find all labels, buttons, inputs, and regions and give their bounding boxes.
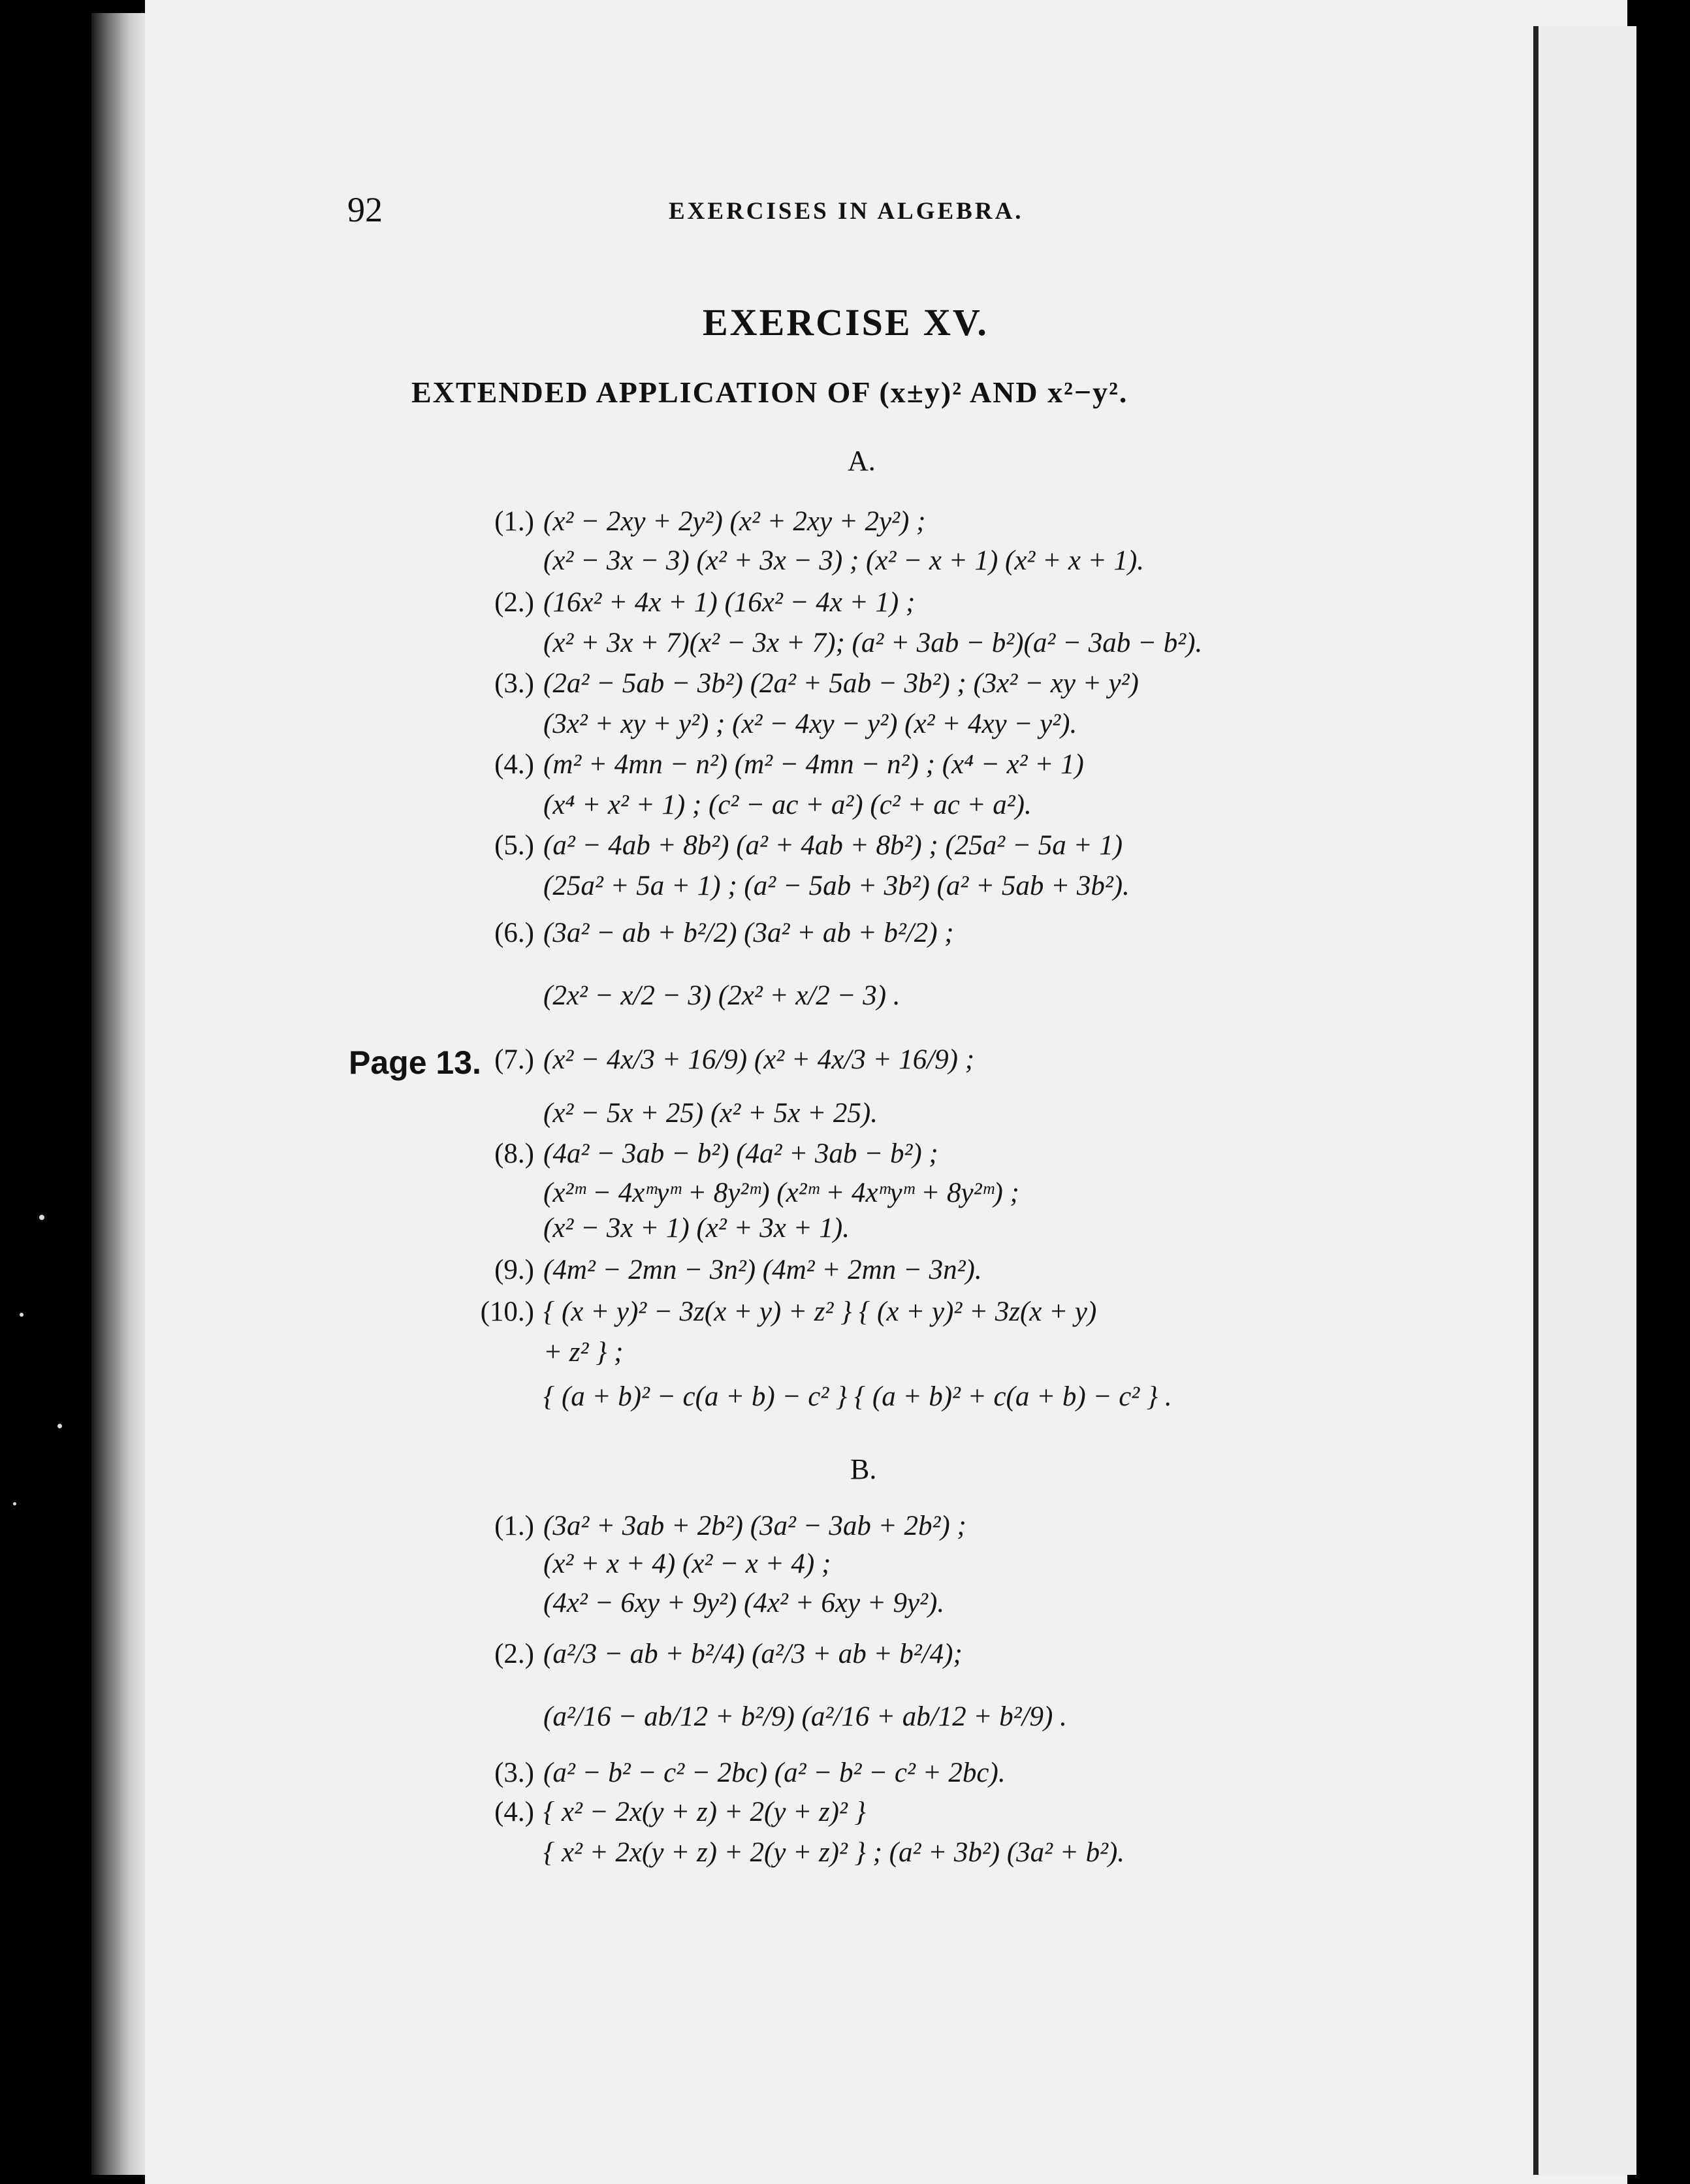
- exercise-number: (8.): [494, 1138, 534, 1169]
- scan-speck: [57, 1424, 62, 1428]
- section-b-label: B.: [850, 1453, 877, 1485]
- exercise-expression: (2a² − 5ab − 3b²) (2a² + 5ab − 3b²) ; (3x² − xy + y²): [543, 668, 1139, 699]
- exercise-expression: (4a² − 3ab − b²) (4a² + 3ab − b²) ;: [543, 1138, 938, 1169]
- exercise-number: (9.): [494, 1255, 534, 1285]
- running-head: EXERCISES IN ALGEBRA.: [669, 198, 1024, 225]
- exercise-number: (6.): [494, 918, 534, 948]
- exercise-expression: (x²ᵐ − 4xᵐyᵐ + 8y²ᵐ) (x²ᵐ + 4xᵐyᵐ + 8y²ᵐ) ;: [543, 1178, 1019, 1208]
- exercise-line: [462, 980, 901, 1012]
- exercise-line: [462, 1510, 966, 1542]
- exercise-expression: (2x² − x/2 − 3) (2x² + x/2 − 3) .: [543, 980, 901, 1011]
- exercise-line: [462, 1138, 938, 1170]
- page-edge-shadow: [1533, 26, 1539, 2175]
- exercise-expression: + z² } ;: [543, 1337, 624, 1368]
- exercise-number: (5.): [494, 830, 534, 861]
- exercise-expression: { (a + b)² − c(a + b) − c² } { (a + b)² + c(a + b) − c² } .: [543, 1381, 1172, 1412]
- exercise-expression: (a²/3 − ab + b²/4) (a²/3 + ab + b²/4);: [543, 1639, 963, 1669]
- exercise-expression: { x² − 2x(y + z) + 2(y + z)² }: [543, 1797, 866, 1827]
- exercise-expression: (a² − b² − c² − 2bc) (a² − b² − c² + 2bc).: [543, 1758, 1006, 1788]
- exercise-expression: (x² − 3x − 3) (x² + 3x − 3) ; (x² − x + 1) (x² + x + 1).: [543, 545, 1145, 576]
- exercise-number: (3.): [494, 1758, 534, 1788]
- exercise-subtitle: EXTENDED APPLICATION OF (x±y)² AND x²−y².: [411, 376, 1128, 409]
- exercise-expression: (3a² + 3ab + 2b²) (3a² − 3ab + 2b²) ;: [543, 1511, 966, 1541]
- exercise-line: [462, 586, 915, 618]
- scan-speck: [13, 1502, 16, 1505]
- exercise-expression: (x⁴ + x² + 1) ; (c² − ac + a²) (c² + ac + a²).: [543, 790, 1032, 820]
- exercise-expression: (16x² + 4x + 1) (16x² − 4x + 1) ;: [543, 587, 916, 618]
- exercise-expression: { (x + y)² − 3z(x + y) + z² } { (x + y)² + 3z(x + y): [543, 1296, 1097, 1327]
- exercise-number: (2.): [494, 587, 534, 618]
- exercise-expression: (a² − 4ab + 8b²) (a² + 4ab + 8b²) ; (25a² − 5a + 1): [543, 830, 1123, 861]
- exercise-expression: (x² − 4x/3 + 16/9) (x² + 4x/3 + 16/9) ;: [543, 1044, 975, 1075]
- exercise-expression: (x² − 3x + 1) (x² + 3x + 1).: [543, 1213, 850, 1244]
- next-page-edge: [1539, 26, 1636, 2175]
- exercise-line: [462, 1177, 1019, 1209]
- exercise-title: EXERCISE XV.: [703, 301, 989, 344]
- exercise-line: [462, 1587, 944, 1619]
- exercise-expression: (x² + 3x + 7)(x² − 3x + 7); (a² + 3ab − b²)(a² − 3ab − b²).: [543, 628, 1203, 658]
- exercise-expression: (a²/16 − ab/12 + b²/9) (a²/16 + ab/12 + b²/9) .: [543, 1701, 1067, 1732]
- exercise-line: [462, 708, 1077, 740]
- exercise-line: [462, 1638, 963, 1670]
- exercise-line: [462, 1296, 1096, 1328]
- exercise-expression: { x² + 2x(y + z) + 2(y + z)² } ; (a² + 3b²) (3a² + b²).: [543, 1837, 1125, 1868]
- exercise-number: (2.): [494, 1639, 534, 1669]
- exercise-line: [462, 789, 1032, 821]
- page-reference-note: Page 13.: [349, 1044, 481, 1081]
- exercise-line: [462, 1757, 1006, 1789]
- exercise-line: [462, 1212, 850, 1244]
- exercise-line: [462, 1381, 1172, 1413]
- scan-speck: [20, 1313, 24, 1317]
- exercise-expression: (x² + x + 4) (x² − x + 4) ;: [543, 1549, 831, 1579]
- exercise-expression: (x² − 2xy + 2y²) (x² + 2xy + 2y²) ;: [543, 506, 926, 537]
- page-number: 92: [347, 190, 383, 229]
- exercise-line: [462, 829, 1123, 861]
- exercise-line: [462, 1701, 1067, 1733]
- exercise-number: (10.): [480, 1296, 534, 1327]
- exercise-line: [462, 1796, 866, 1828]
- exercise-line: [462, 870, 1130, 902]
- exercise-line: [462, 1548, 831, 1580]
- exercise-expression: (25a² + 5a + 1) ; (a² − 5ab + 3b²) (a² + 5ab + 3b²).: [543, 871, 1130, 901]
- exercise-number: (4.): [494, 1797, 534, 1827]
- exercise-line: [462, 1336, 623, 1368]
- exercise-line: [462, 1044, 974, 1076]
- exercise-expression: (4m² − 2mn − 3n²) (4m² + 2mn − 3n²).: [543, 1255, 982, 1285]
- exercise-line: [462, 748, 1084, 780]
- exercise-line: [462, 1097, 878, 1129]
- exercise-line: [462, 545, 1144, 577]
- exercise-number: (4.): [494, 749, 534, 780]
- exercise-expression: (x² − 5x + 25) (x² + 5x + 25).: [543, 1098, 878, 1129]
- scan-speck: [39, 1215, 44, 1220]
- exercise-number: (1.): [494, 506, 534, 537]
- exercise-line: [462, 667, 1139, 699]
- exercise-number: (1.): [494, 1511, 534, 1541]
- exercise-line: [462, 627, 1202, 659]
- exercise-number: (7.): [494, 1044, 534, 1075]
- exercise-expression: (m² + 4mn − n²) (m² − 4mn − n²) ; (x⁴ − x² + 1): [543, 749, 1084, 780]
- section-a-label: A.: [848, 445, 876, 477]
- exercise-line: [462, 917, 954, 949]
- exercise-expression: (4x² − 6xy + 9y²) (4x² + 6xy + 9y²).: [543, 1588, 945, 1618]
- exercise-number: (3.): [494, 668, 534, 699]
- exercise-expression: (3a² − ab + b²/2) (3a² + ab + b²/2) ;: [543, 918, 954, 948]
- exercise-line: [462, 1837, 1124, 1869]
- exercise-line: [462, 506, 925, 538]
- exercise-expression: (3x² + xy + y²) ; (x² − 4xy − y²) (x² + 4xy − y²).: [543, 709, 1077, 739]
- book-binding: [91, 13, 145, 2175]
- exercise-line: [462, 1254, 982, 1286]
